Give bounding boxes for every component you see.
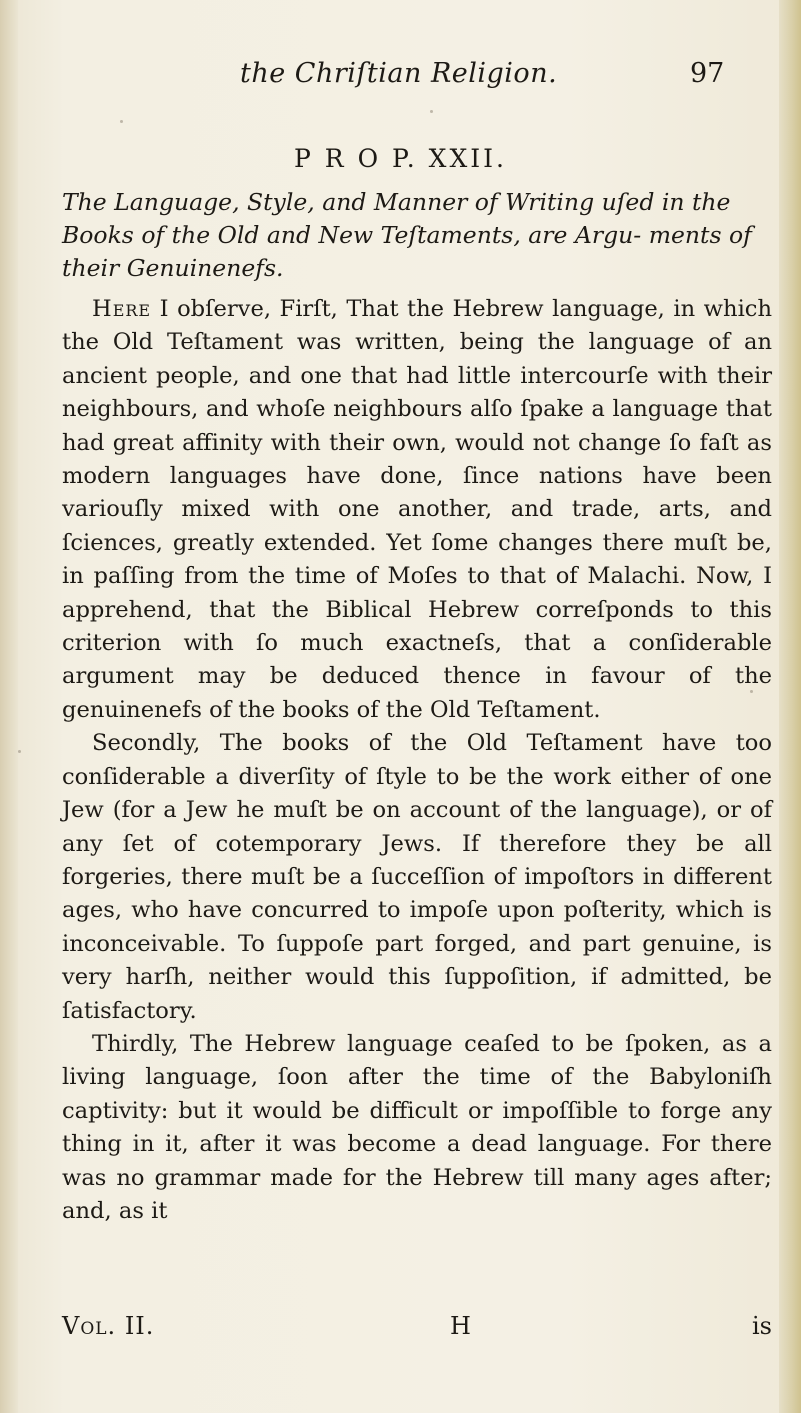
signature-mark: H [450,1312,471,1340]
page-edge-shadow [779,0,801,1413]
paper-speck [430,110,433,113]
lead-word: Here [92,296,152,322]
catchword: is [752,1312,772,1340]
proposition-subtitle: The Language, Style, and Manner of Writing uſed in the Books of the Old and New Teſtaments, are Argu- ments of their Genuinenefs. [62,188,752,282]
paper-speck [18,750,21,753]
body-text [62,293,772,1228]
paragraph-first [62,293,772,727]
page-footer [62,1312,772,1346]
running-head [0,58,801,98]
paper-speck [120,120,123,123]
paragraph-second: Secondly, The books of the Old Teſtament have too conſiderable a diverſity of ſtyle to be the work either of one Jew (for a Jew he muſt be on account of the language), or of any ſet of cotemporary Jews. If therefore they be all forgeries, there muſt be a ſucceſſion of impoſtors in different ages, who have concurred to impoſe upon poſterity, which is inconceivable. To ſuppoſe part forged, and part genuine, is very harſh, neither would this ſuppoſition, if admitted, be ſatisfactory. [62,730,772,1024]
proposition-heading: P R O P. XXII. [294,144,507,173]
paragraph-first-text: I obſerve, Firſt, That the Hebrew language, in which the Old Teſtament was written, being the language of an ancient people, and one that had little intercourſe with their neighbours, and whoſe neighbours alſo ſpake a language that had great affinity with their own, would not change ſo faſt as modern languages have done, ſince nations have been variouſly mixed with one another, and trade, arts, and ſciences, greatly extended. Yet ſome changes there muſt be, in paſſing from the time of Moſes to that of Malachi. Now, I apprehend, that the Biblical Hebrew correſponds to this criterion with ſo much exactneſs, that a conſiderable argument may be deduced thence in favour of the genuinenefs of the books of the Old Teſtament. [62,296,772,723]
page-gutter-shadow [0,0,18,1413]
paragraph-third: Thirdly, The Hebrew language ceaſed to be ſpoken, as a living language, ſoon after the time of the Babyloniſh captivity: but it would be difficult or impoſſible to forge any thing in it, after it was become a dead language. For there was no grammar made for the Hebrew till many ages after; and, as it [62,1030,772,1224]
volume-signature: Vol. II. [62,1312,155,1340]
running-title: the Chriſtian Religion. [240,58,558,89]
page-number: 97 [690,58,725,89]
